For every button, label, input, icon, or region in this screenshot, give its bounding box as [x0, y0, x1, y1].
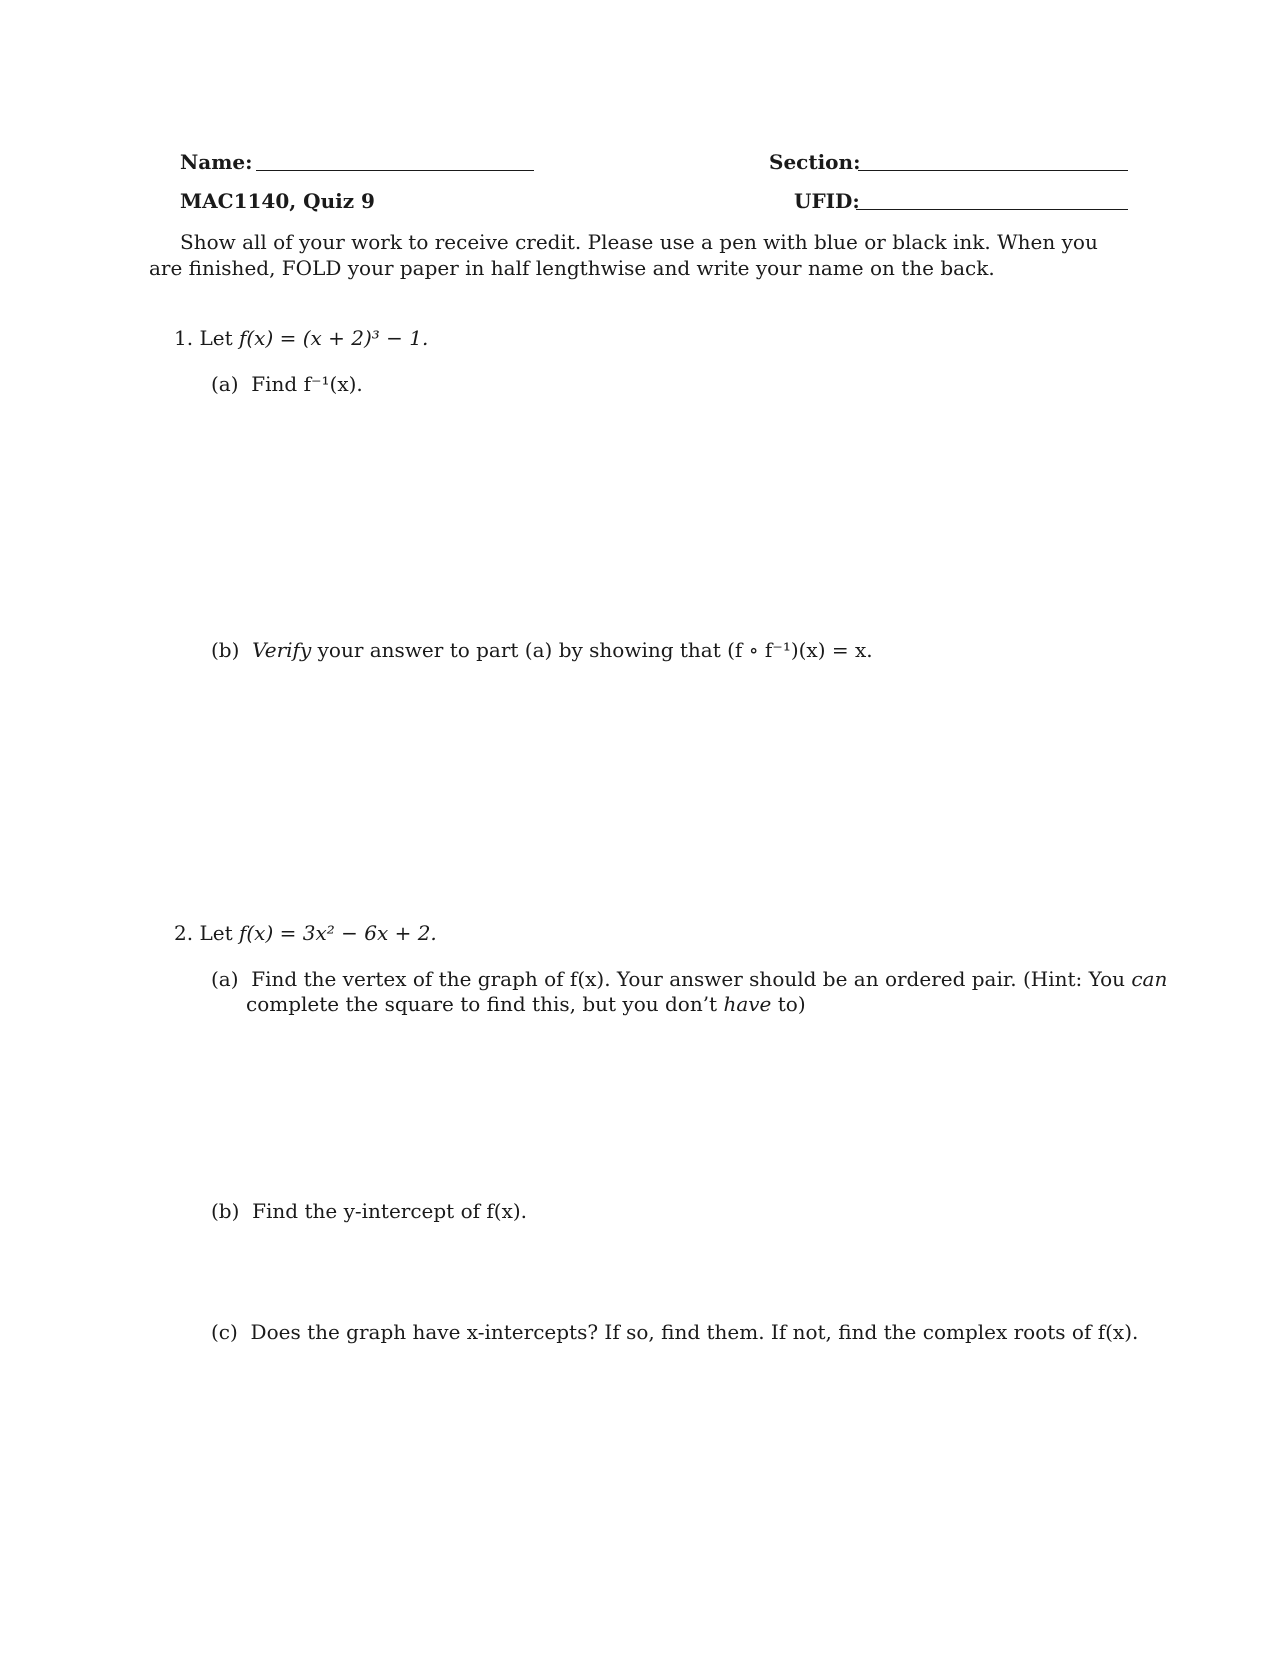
- problem-2a-em2: have: [723, 992, 772, 1016]
- problem-1-equation: f(x) = (x + 2)³ − 1.: [238, 326, 429, 350]
- problem-1a-text: Find f⁻¹(x).: [251, 372, 363, 396]
- name-blank-line: [256, 170, 534, 171]
- ufid-blank-line: [856, 209, 1128, 210]
- section-label: Section:: [769, 150, 861, 174]
- problem-1-number: 1.: [174, 326, 194, 350]
- problem-2a-continued: [246, 992, 806, 1016]
- problem-2c: [211, 1320, 1138, 1344]
- ufid-label: UFID:: [794, 189, 860, 213]
- problem-2c-label: (c): [211, 1320, 238, 1344]
- problem-1b-label: (b): [211, 638, 240, 662]
- problem-2a-em1: can: [1131, 967, 1168, 991]
- problem-2b-text: Find the y-intercept of f(x).: [252, 1199, 528, 1223]
- name-label: Name:: [180, 150, 253, 174]
- instructions: Show all of your work to receive credit. Please use a pen with blue or black ink. When you are finished, FOLD your paper in half lengthwise and write your name on the back.: [149, 230, 1098, 280]
- problem-2c-text: Does the graph have x-intercepts? If so, find them. If not, find the complex roots of f(x).: [250, 1320, 1139, 1344]
- problem-2b-label: (b): [211, 1199, 240, 1223]
- problem-2: [174, 921, 437, 945]
- problem-2a-line2-end: to): [777, 992, 806, 1016]
- problem-2a-line1: Find the vertex of the graph of f(x). Your answer should be an ordered pair. (Hint: You: [251, 967, 1125, 991]
- problem-2b: [211, 1199, 527, 1223]
- section-blank-line: [858, 170, 1128, 171]
- problem-1a: [211, 372, 363, 396]
- problem-2a-label: (a): [211, 967, 239, 991]
- problem-2-intro: Let: [199, 921, 239, 945]
- problem-1b: [211, 638, 873, 662]
- problem-2-number: 2.: [174, 921, 194, 945]
- problem-1b-text: your answer to part (a) by showing that (f ∘ f⁻¹)(x) = x.: [311, 638, 873, 662]
- problem-1b-verb: Verify: [252, 638, 312, 662]
- problem-1: [174, 326, 428, 350]
- problem-2a-line2: complete the square to find this, but you don’t: [246, 992, 718, 1016]
- problem-2-equation: f(x) = 3x² − 6x + 2.: [238, 921, 437, 945]
- problem-1-intro: Let: [199, 326, 239, 350]
- problem-1a-label: (a): [211, 372, 239, 396]
- problem-2a: [211, 967, 1167, 991]
- course-title: MAC1140, Quiz 9: [180, 189, 375, 213]
